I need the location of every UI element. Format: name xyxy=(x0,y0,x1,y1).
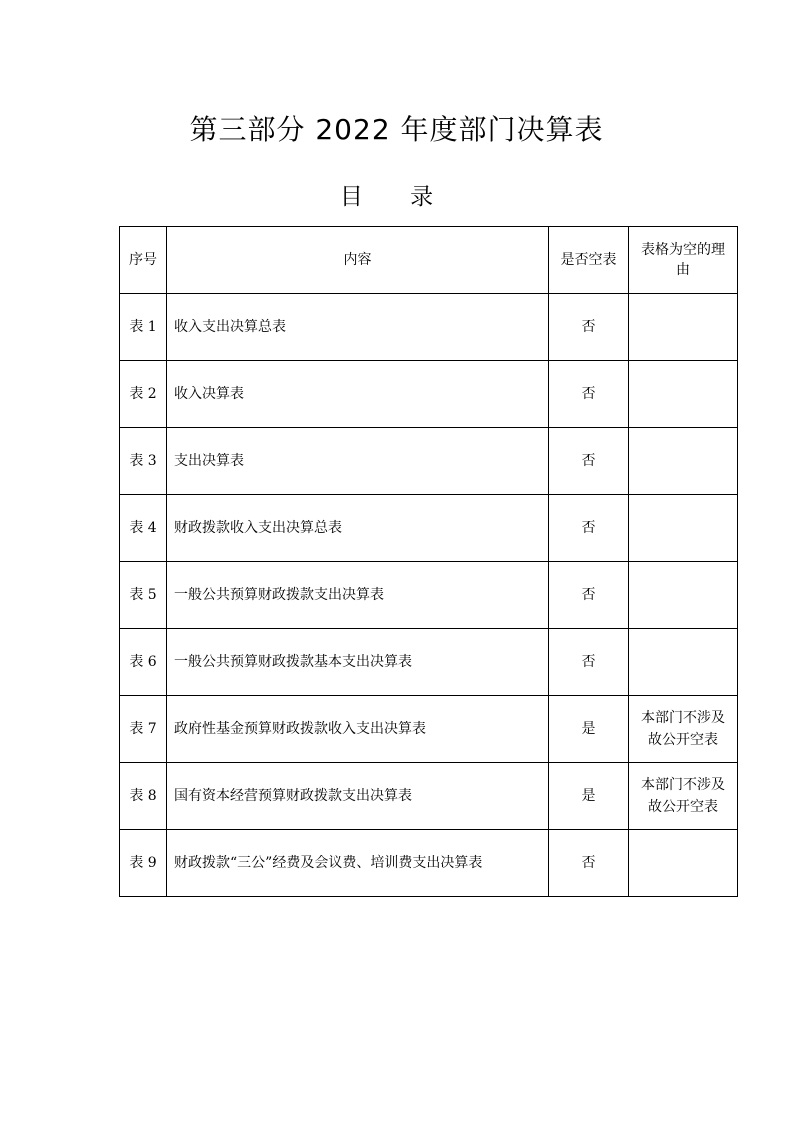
header-seq: 序号 xyxy=(120,227,167,294)
row-seq: 表 4 xyxy=(120,495,167,562)
row-is-empty: 否 xyxy=(549,495,629,562)
row-reason xyxy=(629,629,738,696)
row-is-empty: 是 xyxy=(549,763,629,830)
row-reason xyxy=(629,696,738,763)
row-content: 一般公共预算财政拨款支出决算表 xyxy=(167,562,549,629)
row-reason xyxy=(629,428,738,495)
row-reason xyxy=(629,495,738,562)
row-is-empty: 否 xyxy=(549,428,629,495)
row-seq: 表 2 xyxy=(120,361,167,428)
row-content: 一般公共预算财政拨款基本支出决算表 xyxy=(167,629,549,696)
row-is-empty: 否 xyxy=(549,294,629,361)
row-seq: 表 1 xyxy=(120,294,167,361)
row-reason xyxy=(629,562,738,629)
table-row xyxy=(120,495,738,562)
table-row xyxy=(120,294,738,361)
row-content: 财政拨款“三公”经费及会议费、培训费支出决算表 xyxy=(167,830,549,897)
table-row xyxy=(120,562,738,629)
row-reason xyxy=(629,361,738,428)
toc-heading: 目 录 xyxy=(339,184,454,210)
row-reason xyxy=(629,294,738,361)
row-is-empty: 否 xyxy=(549,361,629,428)
header-reason xyxy=(629,227,738,294)
table-row xyxy=(120,629,738,696)
row-seq: 表 8 xyxy=(120,763,167,830)
table-row xyxy=(120,830,738,897)
row-is-empty: 是 xyxy=(549,696,629,763)
table-row xyxy=(120,696,738,763)
row-reason xyxy=(629,763,738,830)
row-content: 国有资本经营预算财政拨款支出决算表 xyxy=(167,763,549,830)
toc-table xyxy=(119,226,738,897)
row-reason-text: 本部门不涉及故公开空表 xyxy=(641,710,725,748)
row-reason xyxy=(629,830,738,897)
header-reason-text: 表格为空的理由 xyxy=(641,242,725,278)
row-content: 收入决算表 xyxy=(167,361,549,428)
table-row xyxy=(120,428,738,495)
row-seq: 表 6 xyxy=(120,629,167,696)
table-row xyxy=(120,763,738,830)
row-content: 支出决算表 xyxy=(167,428,549,495)
table-row xyxy=(120,361,738,428)
row-seq: 表 7 xyxy=(120,696,167,763)
row-seq: 表 3 xyxy=(120,428,167,495)
row-is-empty: 否 xyxy=(549,562,629,629)
header-content: 内容 xyxy=(167,227,549,294)
row-is-empty: 否 xyxy=(549,629,629,696)
page-title: 第三部分 2022 年度部门决算表 xyxy=(189,113,604,146)
row-content: 政府性基金预算财政拨款收入支出决算表 xyxy=(167,696,549,763)
row-content: 收入支出决算总表 xyxy=(167,294,549,361)
row-content: 财政拨款收入支出决算总表 xyxy=(167,495,549,562)
header-is-empty: 是否空表 xyxy=(549,227,629,294)
row-seq: 表 9 xyxy=(120,830,167,897)
table-header-row xyxy=(120,227,738,294)
row-is-empty: 否 xyxy=(549,830,629,897)
row-seq: 表 5 xyxy=(120,562,167,629)
row-reason-text: 本部门不涉及故公开空表 xyxy=(641,777,725,815)
